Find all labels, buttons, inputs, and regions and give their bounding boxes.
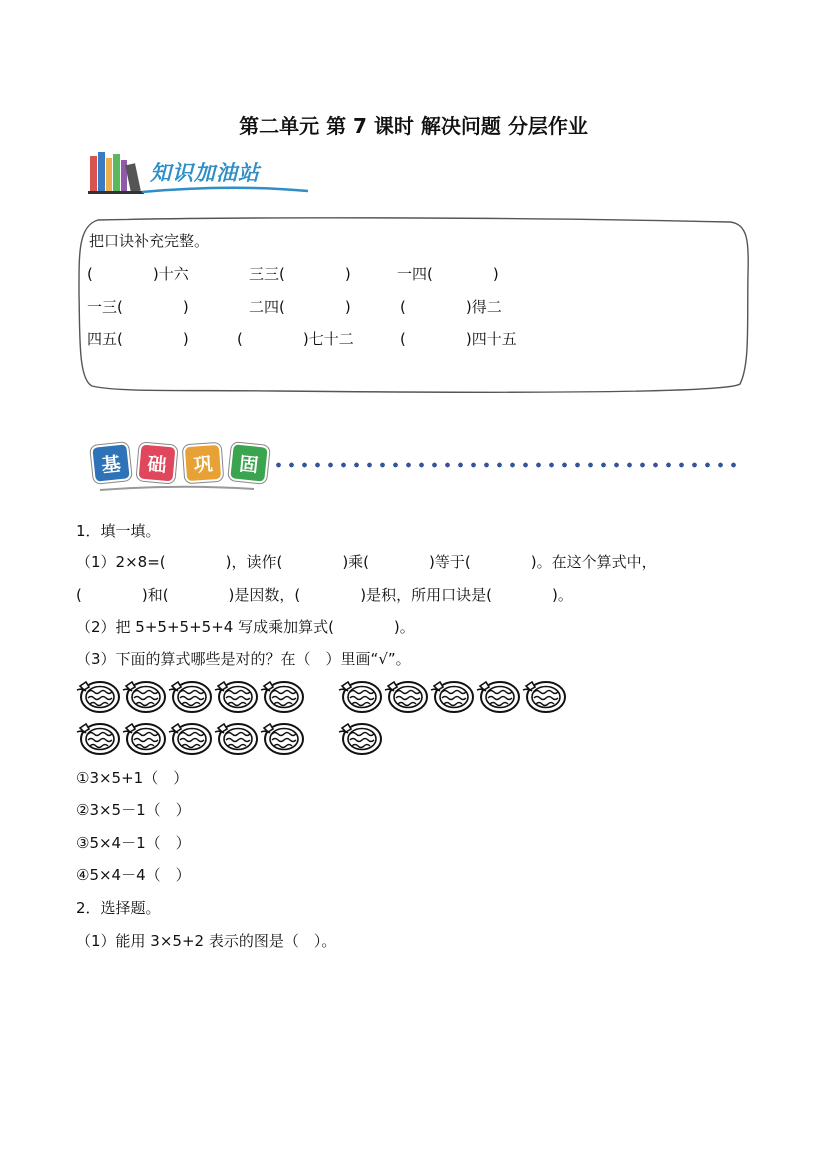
watermelon-group-a-row2 — [74, 720, 304, 760]
fill-blank-2-3[interactable]: ( )得二 — [400, 298, 502, 316]
watermelon-icon — [258, 678, 304, 714]
watermelon-icon — [120, 678, 166, 714]
watermelon-icon — [336, 678, 382, 714]
badge-underline-swoosh — [98, 482, 258, 494]
watermelon-icon — [166, 720, 212, 756]
section-heading-knowledge: 知识加油站 — [150, 161, 260, 185]
fill-blank-1-1[interactable]: ( )十六 — [87, 265, 189, 283]
heading-underline-swoosh — [140, 182, 310, 196]
watermelon-icon — [120, 720, 166, 756]
watermelon-group-b-row1 — [336, 678, 566, 718]
q1-3: （3）下面的算式哪些是对的？在（ ）里画“√”。 — [76, 650, 411, 668]
option-2[interactable]: ②3×5－1（ ） — [76, 801, 191, 819]
section-heading-basics — [92, 444, 268, 482]
fill-blank-3-3[interactable]: ( )四十五 — [400, 330, 517, 348]
dotted-divider — [272, 462, 742, 468]
fill-blank-3-2[interactable]: ( )七十二 — [237, 330, 354, 348]
watermelon-group-b-row2 — [336, 720, 382, 760]
watermelon-icon — [382, 678, 428, 714]
fill-blank-1-2[interactable]: 三三( ) — [249, 265, 351, 283]
watermelon-icon — [166, 678, 212, 714]
fill-blank-2-1[interactable]: 一三( ) — [87, 298, 189, 316]
option-3[interactable]: ③5×4－1（ ） — [76, 834, 191, 852]
q2-title: 2．选择题。 — [76, 899, 161, 917]
instruction-text: 把口诀补充完整。 — [89, 232, 210, 250]
watermelon-icon — [520, 678, 566, 714]
fill-blank-1-3[interactable]: 一四( ) — [397, 265, 499, 283]
watermelon-icon — [428, 678, 474, 714]
watermelon-icon — [474, 678, 520, 714]
books-icon — [88, 150, 148, 194]
option-4[interactable]: ④5×4－4（ ） — [76, 866, 191, 884]
q1-1-line-a[interactable]: （1）2×8=( )，读作( )乘( )等于( )。在这个算式中， — [76, 553, 657, 571]
watermelon-icon — [336, 720, 382, 756]
watermelon-icon — [258, 720, 304, 756]
watermelon-icon — [212, 678, 258, 714]
watermelon-group-a-row1 — [74, 678, 304, 718]
badge-4: 固 — [228, 442, 270, 484]
badge-2: 础 — [136, 442, 177, 483]
badge-1: 基 — [90, 442, 132, 484]
q1-1-line-b[interactable]: ( )和( )是因数，( )是积，所用口诀是( )。 — [76, 586, 573, 604]
watermelon-icon — [74, 720, 120, 756]
fill-blank-3-1[interactable]: 四五( ) — [87, 330, 189, 348]
option-1[interactable]: ①3×5+1（ ） — [76, 769, 189, 787]
q1-title: 1．填一填。 — [76, 522, 161, 540]
watermelon-icon — [74, 678, 120, 714]
badge-3: 巩 — [183, 443, 224, 484]
q2-1: （1）能用 3×5+2 表示的图是（ ）。 — [76, 932, 337, 950]
page-title: 第二单元 第 7 课时 解决问题 分层作业 — [239, 114, 588, 138]
q1-2[interactable]: （2）把 5+5+5+5+4 写成乘加算式( )。 — [76, 618, 415, 636]
fill-blank-2-2[interactable]: 二四( ) — [249, 298, 351, 316]
watermelon-icon — [212, 720, 258, 756]
